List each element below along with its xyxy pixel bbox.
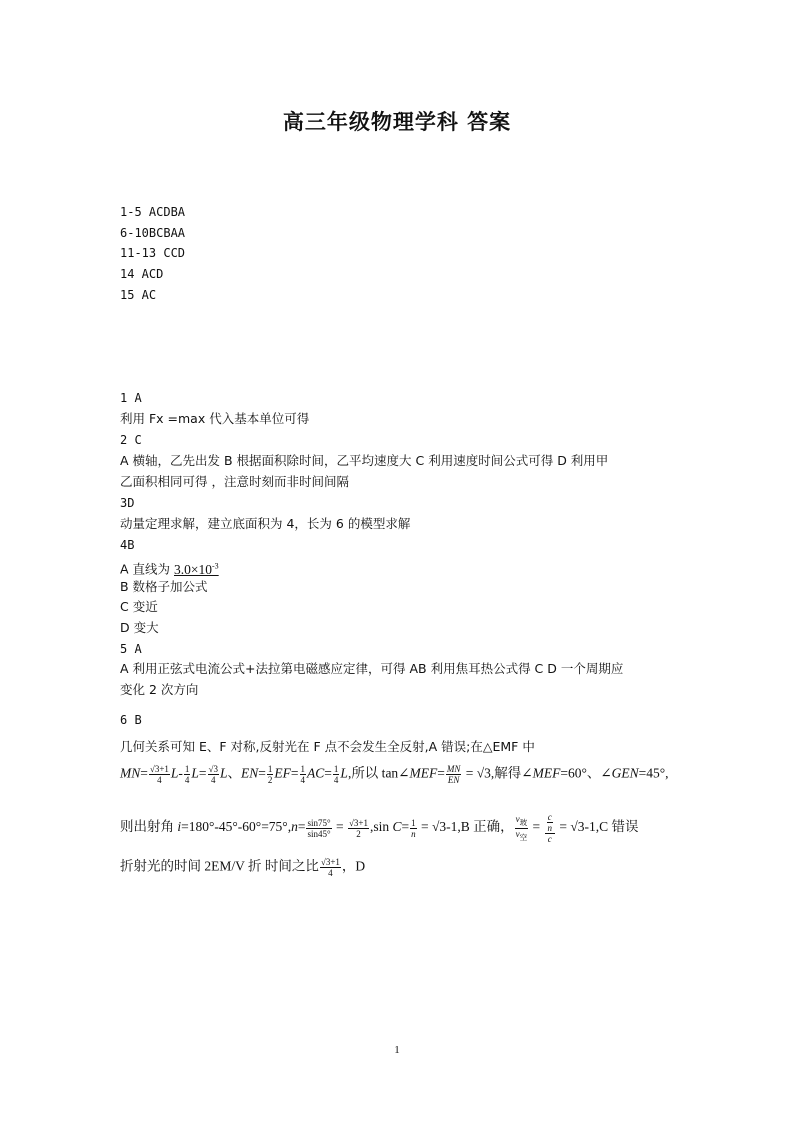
- q3-explanation: 动量定理求解，建立底面积为 4，长为 6 的模型求解: [120, 516, 411, 531]
- q5-explanation-line1: A 利用正弦式电流公式+法拉第电磁感应定律，可得 AB 利用焦耳热公式得 C D 一个周期应: [120, 661, 624, 676]
- q6-formula-line4: 折射光的时间 2EM/V 折 时间之比 $\frac{√3+1}{4}$ ，D: [120, 857, 366, 878]
- answer-line: 11-13 CCD: [120, 246, 186, 260]
- q5-heading: 5 A: [120, 642, 142, 656]
- answer-line: 14 ACD: [120, 267, 164, 281]
- q1-heading: 1 A: [120, 391, 142, 405]
- q6-formula-line3: 则出射角 i=180°-45°-60°=75°,n= $\frac{\sin 75^\circ}{\sin 45^\circ}$ = $\frac{√3+1}{2}$ ,sin C= $\frac{1}{n}$ = √3-1,B 正确， $\frac{v_玻}{v_空}$ = $\frac{\frac{c}{n}}{c}$ = √3-1,C 错误: [120, 812, 639, 844]
- q2-heading: 2 C: [120, 433, 142, 447]
- answer-line: 1-5 ACDBA: [120, 205, 186, 219]
- answer-line: 15 AC: [120, 288, 157, 302]
- q6-line4-prefix: 折射光的时间 2EM/V 折 时间之比: [120, 858, 319, 874]
- q4-option-c: C 变近: [120, 599, 158, 614]
- q6-line4-suffix: ，D: [341, 858, 366, 874]
- q3-heading: 3D: [120, 496, 135, 510]
- q4-a-value: [174, 562, 219, 577]
- page-title: 高三年级物理学科 答案: [282, 110, 512, 134]
- q2-explanation-line2: 乙面积相同可得 ，注意时刻而非时间间隔: [120, 474, 349, 489]
- q2-explanation-line1: A 横轴，乙先出发 B 根据面积除时间，乙平均速度大 C 利用速度时间公式可得 D 利用甲: [120, 453, 609, 468]
- q4-a-exponent: -3: [212, 561, 219, 570]
- q4-a-mantissa: 3.0×10: [174, 561, 212, 577]
- q5-explanation-line2: 变化 2 次方向: [120, 682, 199, 697]
- q6-formula-line2: MN= $\frac{√3+1}{4}$ L- $\frac{1}{4}$ L= $\frac{√3}{4}$ L、EN= $\frac{1}{2}$ EF= $\frac{1}{4}$ AC= $\frac{1}{4}$ L,所以 tan∠MEF= $\frac{MN}{EN}$ = √3,解得∠MEF=60°、∠GEN=45°,: [120, 764, 669, 785]
- q4-a-prefix: A 直线为: [120, 561, 174, 577]
- q4-option-d: D 变大: [120, 620, 159, 635]
- q6-line1: 几何关系可知 E、F 对称,反射光在 F 点不会发生全反射,A 错误;在△EMF 中: [120, 739, 535, 754]
- answer-line: 6-10BCBAA: [120, 226, 186, 240]
- page-number: 1: [394, 1044, 400, 1056]
- q4-option-a: [120, 558, 219, 578]
- q4-option-b: B 数格子加公式: [120, 579, 208, 594]
- q4-heading: 4B: [120, 538, 135, 552]
- q1-explanation: 利用 Fx =max 代入基本单位可得: [120, 411, 310, 426]
- q6-heading: 6 B: [120, 713, 142, 727]
